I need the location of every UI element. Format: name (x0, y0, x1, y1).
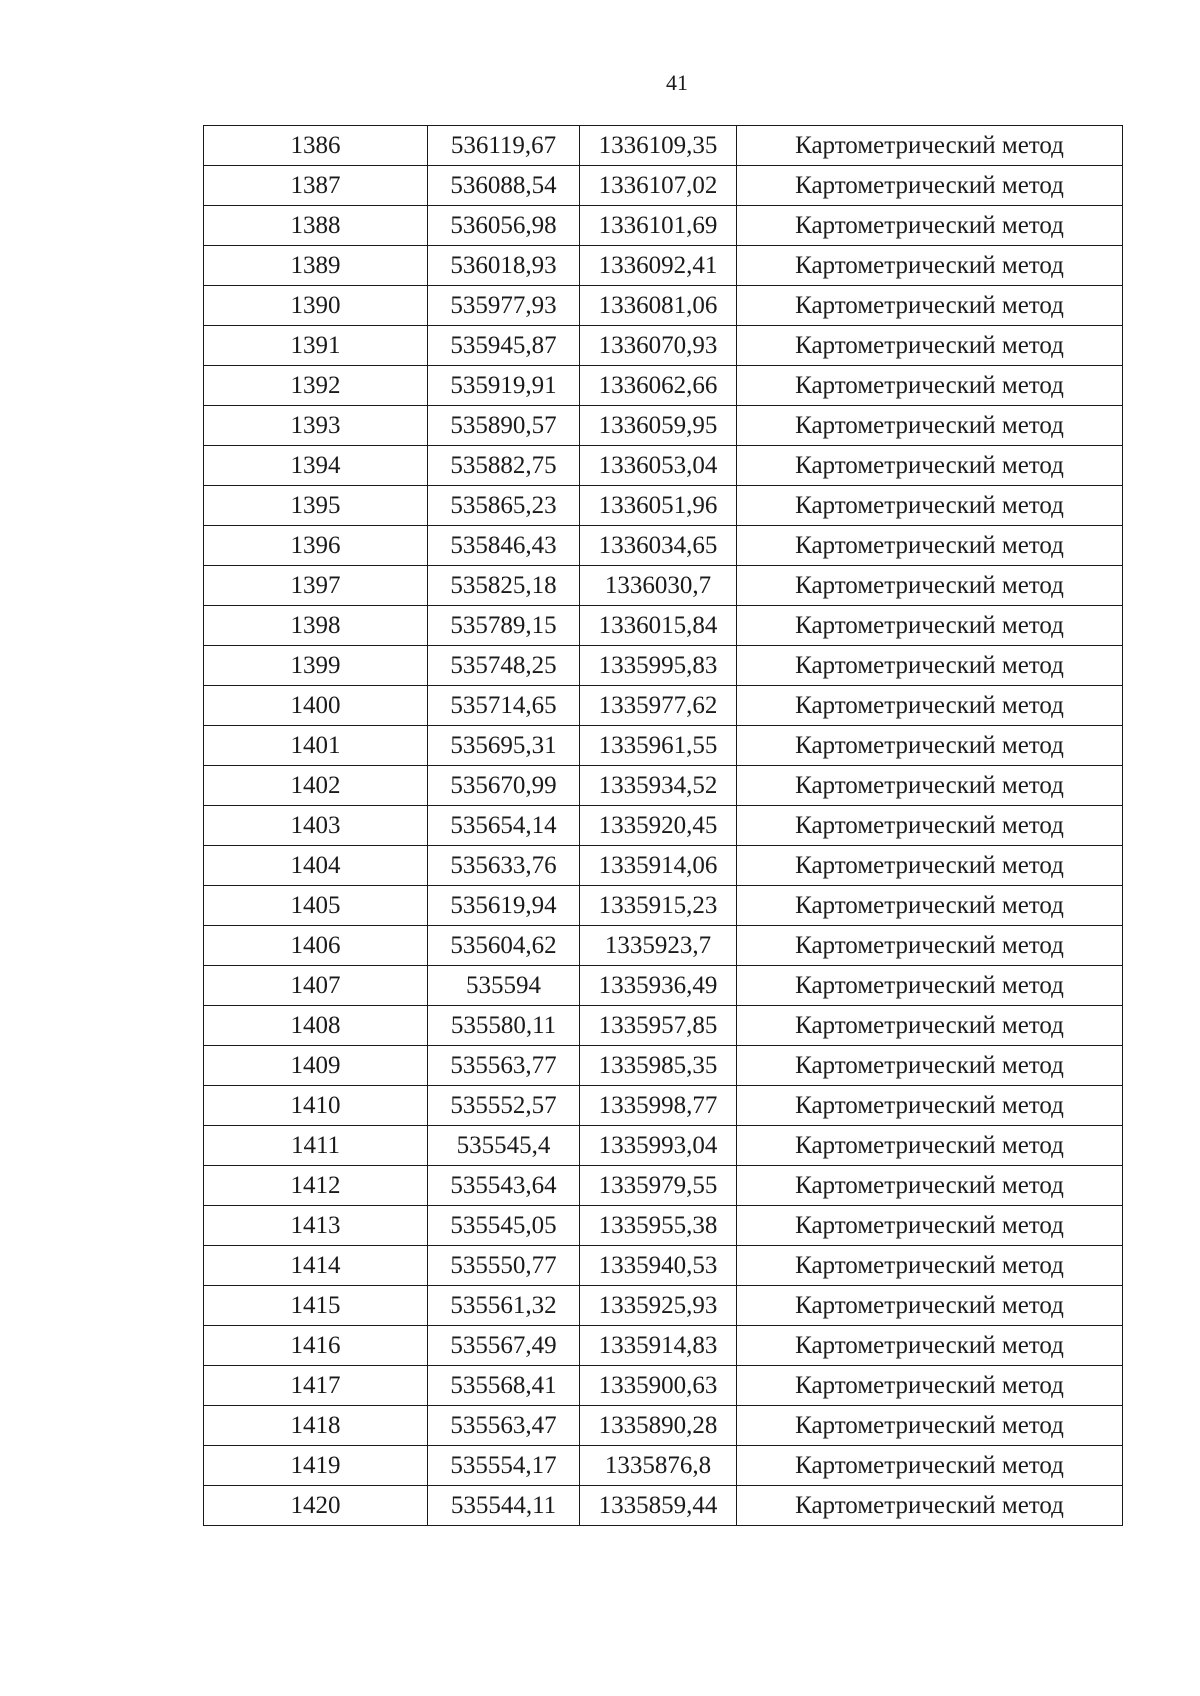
table-row (204, 726, 1123, 766)
y-coordinate-cell: 1335961,55 (580, 726, 737, 766)
point-number-cell: 1417 (204, 1366, 428, 1406)
table-row (204, 326, 1123, 366)
method-cell: Картометрический метод (737, 1046, 1123, 1086)
method-cell: Картометрический метод (737, 1326, 1123, 1366)
coordinates-table (203, 125, 1123, 1526)
point-number-cell: 1395 (204, 486, 428, 526)
y-coordinate-cell: 1336107,02 (580, 166, 737, 206)
y-coordinate-cell: 1335993,04 (580, 1126, 737, 1166)
x-coordinate-cell: 536119,67 (428, 126, 580, 166)
x-coordinate-cell: 535789,15 (428, 606, 580, 646)
y-coordinate-cell: 1336030,7 (580, 566, 737, 606)
x-coordinate-cell: 535543,64 (428, 1166, 580, 1206)
table-row (204, 1206, 1123, 1246)
y-coordinate-cell: 1335957,85 (580, 1006, 737, 1046)
x-coordinate-cell: 535544,11 (428, 1486, 580, 1526)
x-coordinate-cell: 535695,31 (428, 726, 580, 766)
y-coordinate-cell: 1335977,62 (580, 686, 737, 726)
method-cell: Картометрический метод (737, 286, 1123, 326)
x-coordinate-cell: 535554,17 (428, 1446, 580, 1486)
x-coordinate-cell: 535633,76 (428, 846, 580, 886)
y-coordinate-cell: 1336059,95 (580, 406, 737, 446)
x-coordinate-cell: 535748,25 (428, 646, 580, 686)
method-cell: Картометрический метод (737, 966, 1123, 1006)
table-row (204, 1006, 1123, 1046)
table-row (204, 526, 1123, 566)
point-number-cell: 1407 (204, 966, 428, 1006)
x-coordinate-cell: 535714,65 (428, 686, 580, 726)
method-cell: Картометрический метод (737, 1286, 1123, 1326)
y-coordinate-cell: 1336092,41 (580, 246, 737, 286)
method-cell: Картометрический метод (737, 1166, 1123, 1206)
y-coordinate-cell: 1335979,55 (580, 1166, 737, 1206)
table-row (204, 1086, 1123, 1126)
y-coordinate-cell: 1336053,04 (580, 446, 737, 486)
x-coordinate-cell: 535945,87 (428, 326, 580, 366)
y-coordinate-cell: 1335890,28 (580, 1406, 737, 1446)
x-coordinate-cell: 535890,57 (428, 406, 580, 446)
point-number-cell: 1406 (204, 926, 428, 966)
point-number-cell: 1414 (204, 1246, 428, 1286)
method-cell: Картометрический метод (737, 1246, 1123, 1286)
y-coordinate-cell: 1335914,83 (580, 1326, 737, 1366)
method-cell: Картометрический метод (737, 486, 1123, 526)
method-cell: Картометрический метод (737, 166, 1123, 206)
x-coordinate-cell: 535825,18 (428, 566, 580, 606)
point-number-cell: 1403 (204, 806, 428, 846)
point-number-cell: 1392 (204, 366, 428, 406)
table-row (204, 1126, 1123, 1166)
point-number-cell: 1387 (204, 166, 428, 206)
method-cell: Картометрический метод (737, 206, 1123, 246)
table-row (204, 366, 1123, 406)
x-coordinate-cell: 536018,93 (428, 246, 580, 286)
point-number-cell: 1413 (204, 1206, 428, 1246)
point-number-cell: 1386 (204, 126, 428, 166)
x-coordinate-cell: 535568,41 (428, 1366, 580, 1406)
page-number: 41 (666, 70, 688, 95)
method-cell: Картометрический метод (737, 1206, 1123, 1246)
x-coordinate-cell: 535567,49 (428, 1326, 580, 1366)
method-cell: Картометрический метод (737, 726, 1123, 766)
table-row (204, 166, 1123, 206)
x-coordinate-cell: 535654,14 (428, 806, 580, 846)
table-row (204, 1246, 1123, 1286)
point-number-cell: 1404 (204, 846, 428, 886)
point-number-cell: 1408 (204, 1006, 428, 1046)
point-number-cell: 1400 (204, 686, 428, 726)
table-row (204, 1406, 1123, 1446)
table-row (204, 646, 1123, 686)
y-coordinate-cell: 1335955,38 (580, 1206, 737, 1246)
method-cell: Картометрический метод (737, 806, 1123, 846)
y-coordinate-cell: 1336034,65 (580, 526, 737, 566)
x-coordinate-cell: 535545,4 (428, 1126, 580, 1166)
table-row (204, 446, 1123, 486)
y-coordinate-cell: 1335876,8 (580, 1446, 737, 1486)
y-coordinate-cell: 1335859,44 (580, 1486, 737, 1526)
table-row (204, 686, 1123, 726)
coordinates-table-body (204, 126, 1123, 1526)
method-cell: Картометрический метод (737, 846, 1123, 886)
y-coordinate-cell: 1335934,52 (580, 766, 737, 806)
method-cell: Картометрический метод (737, 246, 1123, 286)
point-number-cell: 1401 (204, 726, 428, 766)
method-cell: Картометрический метод (737, 646, 1123, 686)
x-coordinate-cell: 535580,11 (428, 1006, 580, 1046)
point-number-cell: 1393 (204, 406, 428, 446)
point-number-cell: 1405 (204, 886, 428, 926)
method-cell: Картометрический метод (737, 606, 1123, 646)
point-number-cell: 1391 (204, 326, 428, 366)
y-coordinate-cell: 1335923,7 (580, 926, 737, 966)
table-row (204, 806, 1123, 846)
x-coordinate-cell: 536088,54 (428, 166, 580, 206)
x-coordinate-cell: 535545,05 (428, 1206, 580, 1246)
x-coordinate-cell: 535563,77 (428, 1046, 580, 1086)
x-coordinate-cell: 535561,32 (428, 1286, 580, 1326)
method-cell: Картометрический метод (737, 1406, 1123, 1446)
coordinates-table-container (203, 125, 1123, 1526)
point-number-cell: 1415 (204, 1286, 428, 1326)
method-cell: Картометрический метод (737, 1086, 1123, 1126)
y-coordinate-cell: 1335920,45 (580, 806, 737, 846)
point-number-cell: 1416 (204, 1326, 428, 1366)
y-coordinate-cell: 1335925,93 (580, 1286, 737, 1326)
point-number-cell: 1402 (204, 766, 428, 806)
point-number-cell: 1388 (204, 206, 428, 246)
point-number-cell: 1409 (204, 1046, 428, 1086)
table-row (204, 126, 1123, 166)
y-coordinate-cell: 1335914,06 (580, 846, 737, 886)
y-coordinate-cell: 1336070,93 (580, 326, 737, 366)
x-coordinate-cell: 536056,98 (428, 206, 580, 246)
y-coordinate-cell: 1336109,35 (580, 126, 737, 166)
y-coordinate-cell: 1336051,96 (580, 486, 737, 526)
method-cell: Картометрический метод (737, 406, 1123, 446)
method-cell: Картометрический метод (737, 886, 1123, 926)
table-row (204, 1366, 1123, 1406)
x-coordinate-cell: 535563,47 (428, 1406, 580, 1446)
x-coordinate-cell: 535550,77 (428, 1246, 580, 1286)
method-cell: Картометрический метод (737, 926, 1123, 966)
x-coordinate-cell: 535865,23 (428, 486, 580, 526)
x-coordinate-cell: 535882,75 (428, 446, 580, 486)
point-number-cell: 1419 (204, 1446, 428, 1486)
table-row (204, 1326, 1123, 1366)
method-cell: Картометрический метод (737, 686, 1123, 726)
y-coordinate-cell: 1336062,66 (580, 366, 737, 406)
table-row (204, 966, 1123, 1006)
point-number-cell: 1412 (204, 1166, 428, 1206)
table-row (204, 1486, 1123, 1526)
method-cell: Картометрический метод (737, 1126, 1123, 1166)
table-row (204, 886, 1123, 926)
table-row (204, 486, 1123, 526)
method-cell: Картометрический метод (737, 366, 1123, 406)
point-number-cell: 1410 (204, 1086, 428, 1126)
method-cell: Картометрический метод (737, 446, 1123, 486)
table-row (204, 606, 1123, 646)
table-row (204, 1046, 1123, 1086)
x-coordinate-cell: 535977,93 (428, 286, 580, 326)
x-coordinate-cell: 535619,94 (428, 886, 580, 926)
method-cell: Картометрический метод (737, 566, 1123, 606)
table-row (204, 1166, 1123, 1206)
point-number-cell: 1399 (204, 646, 428, 686)
y-coordinate-cell: 1335985,35 (580, 1046, 737, 1086)
point-number-cell: 1420 (204, 1486, 428, 1526)
point-number-cell: 1390 (204, 286, 428, 326)
table-row (204, 206, 1123, 246)
table-row (204, 846, 1123, 886)
method-cell: Картометрический метод (737, 766, 1123, 806)
method-cell: Картометрический метод (737, 1006, 1123, 1046)
point-number-cell: 1396 (204, 526, 428, 566)
point-number-cell: 1397 (204, 566, 428, 606)
method-cell: Картометрический метод (737, 1446, 1123, 1486)
x-coordinate-cell: 535846,43 (428, 526, 580, 566)
x-coordinate-cell: 535604,62 (428, 926, 580, 966)
table-row (204, 566, 1123, 606)
y-coordinate-cell: 1335900,63 (580, 1366, 737, 1406)
y-coordinate-cell: 1335936,49 (580, 966, 737, 1006)
x-coordinate-cell: 535594 (428, 966, 580, 1006)
method-cell: Картометрический метод (737, 126, 1123, 166)
x-coordinate-cell: 535919,91 (428, 366, 580, 406)
method-cell: Картометрический метод (737, 326, 1123, 366)
table-row (204, 766, 1123, 806)
y-coordinate-cell: 1335940,53 (580, 1246, 737, 1286)
y-coordinate-cell: 1335915,23 (580, 886, 737, 926)
y-coordinate-cell: 1336101,69 (580, 206, 737, 246)
y-coordinate-cell: 1336081,06 (580, 286, 737, 326)
method-cell: Картометрический метод (737, 1486, 1123, 1526)
table-row (204, 1446, 1123, 1486)
y-coordinate-cell: 1336015,84 (580, 606, 737, 646)
point-number-cell: 1394 (204, 446, 428, 486)
point-number-cell: 1411 (204, 1126, 428, 1166)
method-cell: Картометрический метод (737, 526, 1123, 566)
method-cell: Картометрический метод (737, 1366, 1123, 1406)
table-row (204, 246, 1123, 286)
table-row (204, 926, 1123, 966)
table-row (204, 406, 1123, 446)
point-number-cell: 1418 (204, 1406, 428, 1446)
y-coordinate-cell: 1335995,83 (580, 646, 737, 686)
table-row (204, 1286, 1123, 1326)
table-row (204, 286, 1123, 326)
y-coordinate-cell: 1335998,77 (580, 1086, 737, 1126)
x-coordinate-cell: 535670,99 (428, 766, 580, 806)
point-number-cell: 1398 (204, 606, 428, 646)
point-number-cell: 1389 (204, 246, 428, 286)
x-coordinate-cell: 535552,57 (428, 1086, 580, 1126)
